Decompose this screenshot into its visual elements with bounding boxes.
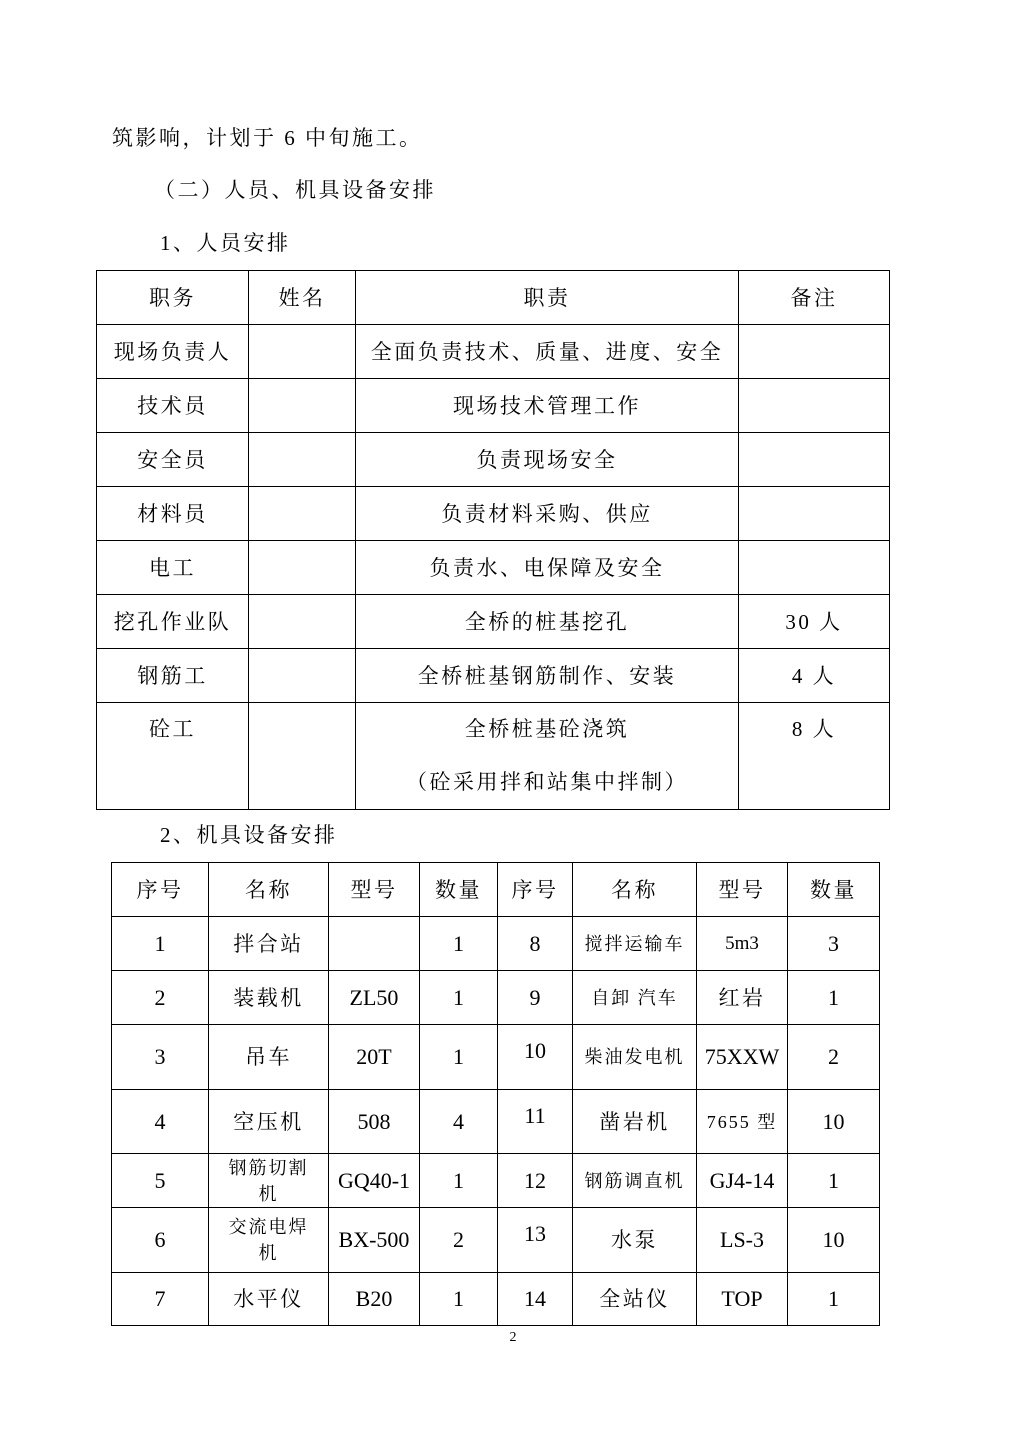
qty-cell: 1 [788,1154,880,1208]
name-cell: 水平仪 [209,1273,329,1326]
table-row [97,325,890,379]
qty-cell: 1 [420,917,498,971]
model-cell: ZL50 [329,971,420,1025]
section-heading: （二）人员、机具设备安排 [154,178,436,202]
role-cell: 挖孔作业队 [97,595,249,649]
personnel-heading: 1、人员安排 [160,231,291,255]
name-cell [249,487,356,541]
name-cell: 凿岩机 [573,1090,697,1154]
header-qty: 数量 [788,863,880,917]
model-cell: BX-500 [329,1208,420,1273]
model-cell: 7655 型 [697,1090,788,1154]
role-cell: 钢筋工 [97,649,249,703]
role-cell: 安全员 [97,433,249,487]
name-cell: 水泵 [573,1208,697,1273]
duty-cell: 全桥的桩基挖孔 [356,595,739,649]
model-cell: 红岩 [697,971,788,1025]
body-text-continuation: 筑影响，计划于 6 中旬施工。 [112,126,423,150]
note-cell: 30 人 [739,595,890,649]
table-row [97,703,890,810]
seq-cell: 2 [112,971,209,1025]
role-cell: 材料员 [97,487,249,541]
seq-cell: 8 [498,917,573,971]
duty-line: 全桥桩基砼浇筑 [464,717,630,741]
seq-cell: 4 [112,1090,209,1154]
name-cell [249,325,356,379]
duty-cell: 负责材料采购、供应 [356,487,739,541]
header-name: 姓名 [249,271,356,325]
equipment-heading: 2、机具设备安排 [160,823,338,847]
note-cell [739,379,890,433]
qty-cell: 10 [788,1090,880,1154]
qty-cell: 1 [420,1154,498,1208]
table-row [112,1273,880,1326]
name-cell [249,541,356,595]
seq-cell: 10 [498,1025,573,1090]
table-row [112,971,880,1025]
name-cell [249,433,356,487]
table-row [97,433,890,487]
qty-cell: 1 [788,971,880,1025]
header-model: 型号 [329,863,420,917]
role-cell: 技术员 [97,379,249,433]
header-model: 型号 [697,863,788,917]
seq-cell: 6 [112,1208,209,1273]
note-cell: 8 人 [739,703,890,810]
qty-cell: 1 [420,1025,498,1090]
qty-cell: 1 [420,971,498,1025]
header-note: 备注 [739,271,890,325]
model-cell: GJ4-14 [697,1154,788,1208]
model-cell: GQ40-1 [329,1154,420,1208]
note-cell [739,541,890,595]
qty-cell: 4 [420,1090,498,1154]
header-name: 名称 [209,863,329,917]
table-header-row [97,271,890,325]
name-cell [249,595,356,649]
note-cell [739,487,890,541]
duty-cell: 负责水、电保障及安全 [356,541,739,595]
name-cell: 拌合站 [209,917,329,971]
header-role: 职务 [97,271,249,325]
duty-cell [356,703,739,810]
model-cell: 75XXW [697,1025,788,1090]
seq-cell: 11 [498,1090,573,1154]
table-row [97,541,890,595]
table-row [112,1025,880,1090]
qty-cell: 1 [788,1273,880,1326]
model-cell: B20 [329,1273,420,1326]
table-row [97,649,890,703]
personnel-table [96,270,890,810]
role-cell: 现场负责人 [97,325,249,379]
table-row [97,487,890,541]
table-row [97,595,890,649]
name-cell [209,1208,329,1273]
qty-cell: 10 [788,1208,880,1273]
role-cell: 电工 [97,541,249,595]
model-cell [329,917,420,971]
header-seq: 序号 [112,863,209,917]
note-cell: 4 人 [739,649,890,703]
name-cell: 搅拌运输车 [573,917,697,971]
name-cell: 钢筋调直机 [573,1154,697,1208]
model-cell: LS-3 [697,1208,788,1273]
model-cell: 5m3 [697,917,788,971]
qty-cell: 2 [788,1025,880,1090]
seq-cell: 7 [112,1273,209,1326]
seq-cell: 13 [498,1208,573,1273]
header-duty: 职责 [356,271,739,325]
header-seq: 序号 [498,863,573,917]
duty-cell: 负责现场安全 [356,433,739,487]
name-text: 钢筋切割机 [228,1157,309,1204]
name-cell: 吊车 [209,1025,329,1090]
note-cell [739,325,890,379]
name-cell: 柴油发电机 [573,1025,697,1090]
duty-cell: 现场技术管理工作 [356,379,739,433]
duty-remark-line: （砼采用拌和站集中拌制） [406,770,688,794]
name-cell: 装载机 [209,971,329,1025]
table-row [112,1090,880,1154]
name-text: 交流电焊机 [228,1217,309,1263]
qty-cell: 1 [420,1273,498,1326]
model-cell: 508 [329,1090,420,1154]
header-qty: 数量 [420,863,498,917]
model-cell: 20T [329,1025,420,1090]
name-cell [209,1154,329,1208]
name-cell: 自卸 汽车 [573,971,697,1025]
qty-cell: 3 [788,917,880,971]
table-row [97,379,890,433]
seq-cell: 9 [498,971,573,1025]
name-cell: 空压机 [209,1090,329,1154]
table-row [112,917,880,971]
table-row [112,1208,880,1273]
name-cell [249,703,356,810]
page-number: 2 [509,1330,517,1345]
duty-cell: 全桥桩基钢筋制作、安装 [356,649,739,703]
header-name: 名称 [573,863,697,917]
qty-cell: 2 [420,1208,498,1273]
model-cell: TOP [697,1273,788,1326]
name-cell: 全站仪 [573,1273,697,1326]
seq-cell: 3 [112,1025,209,1090]
role-cell: 砼工 [97,703,249,810]
duty-cell: 全面负责技术、质量、进度、安全 [356,325,739,379]
seq-cell: 12 [498,1154,573,1208]
table-row [112,1154,880,1208]
seq-cell: 1 [112,917,209,971]
seq-cell: 5 [112,1154,209,1208]
note-cell [739,433,890,487]
seq-cell: 14 [498,1273,573,1326]
name-cell [249,649,356,703]
table-header-row [112,863,880,917]
name-cell [249,379,356,433]
equipment-table [111,862,880,1326]
